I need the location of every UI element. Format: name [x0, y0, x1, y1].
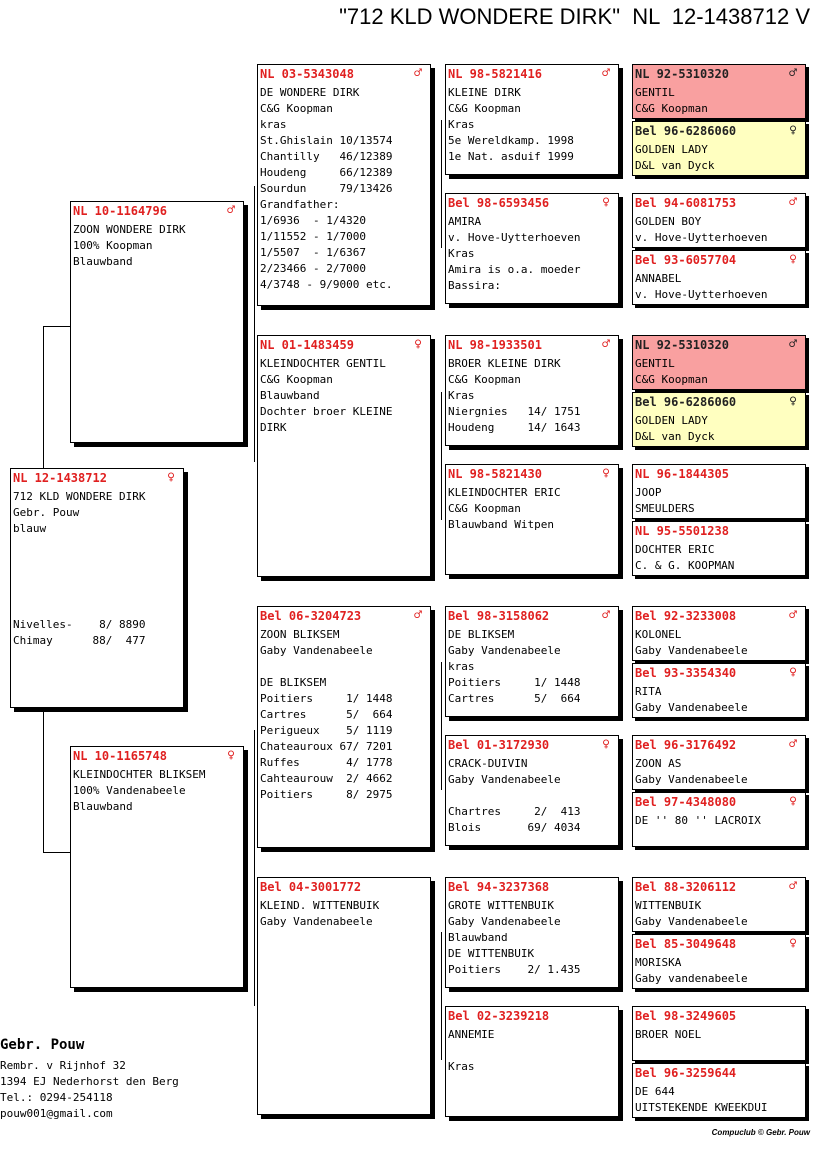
pigeon-line: Blauwband [448, 931, 508, 944]
pigeon-card [445, 877, 619, 988]
pigeon-line: 1/5507 - 1/6367 [260, 246, 366, 259]
ring-number: NL 03-5343048 [260, 67, 354, 81]
ring-number: Bel 04-3001772 [260, 880, 362, 894]
pigeon-name: DOCHTER ERIC [635, 543, 715, 556]
pigeon-card [632, 663, 806, 718]
pigeon-line: Chimay 88/ 477 [13, 634, 146, 647]
pigeon-name: GENTIL [635, 357, 675, 370]
pigeon-line: Kras [448, 247, 475, 260]
pigeon-line: C. & G. KOOPMAN [635, 559, 735, 572]
ring-number: Bel 96-6286060 [635, 124, 737, 138]
pigeon-line: Amira is o.a. moeder [448, 263, 581, 276]
pigeon-name: KLEINDOCHTER BLIKSEM [73, 768, 206, 781]
pigeon-name: ANNEMIE [448, 1028, 495, 1041]
ring-number: NL 92-5310320 [635, 67, 729, 81]
ring-number: Bel 92-3233008 [635, 609, 737, 623]
pigeon-line: C&G Koopman [635, 373, 708, 386]
pigeon-line: Gaby Vandenabeele [635, 644, 748, 657]
pigeon-line: Gaby Vandenabeele [448, 773, 561, 786]
pigeon-line: Sourdun 79/13426 [260, 182, 393, 195]
pigeon-card [632, 64, 806, 119]
pigeon-name: GROTE WITTENBUIK [448, 899, 554, 912]
pigeon-line: Blauwband [73, 800, 133, 813]
pigeon-line: Perigueux 5/ 1119 [260, 724, 393, 737]
ring-number: Bel 98-6593456 [448, 196, 550, 210]
pigeon-name: ZOON AS [635, 757, 682, 770]
pigeon-line: 100% Koopman [73, 239, 153, 252]
female-icon: ♀ [227, 748, 235, 763]
male-icon: ♂ [602, 608, 610, 623]
pigeon-line: Gebr. Pouw [13, 506, 80, 519]
pigeon-line: kras [260, 118, 287, 131]
pigeon-line: Gaby Vandenabeele [260, 644, 373, 657]
pigeon-card [632, 121, 806, 176]
pigeon-line: C&G Koopman [448, 502, 521, 515]
pigeon-card [632, 193, 806, 248]
ring-number: Bel 01-3172930 [448, 738, 550, 752]
male-icon: ♂ [789, 879, 797, 894]
pigeon-name: WITTENBUIK [635, 899, 702, 912]
pigeon-card [445, 735, 619, 846]
footer-credit: Compuclub © Gebr. Pouw [711, 1128, 810, 1137]
pigeon-line: C&G Koopman [260, 102, 333, 115]
ring-number: NL 98-5821416 [448, 67, 542, 81]
pigeon-line: Gaby Vandenabeele [448, 915, 561, 928]
ring-number: NL 10-1165748 [73, 749, 167, 763]
pigeon-name: GOLDEN LADY [635, 143, 708, 156]
pigeon-line: Ruffes 4/ 1778 [260, 756, 393, 769]
owner-name: Gebr. Pouw [0, 1037, 85, 1053]
pigeon-line: v. Hove-Uytterhoeven [448, 231, 581, 244]
pigeon-name: KLEINDOCHTER ERIC [448, 486, 561, 499]
ring-number: Bel 85-3049648 [635, 937, 737, 951]
pigeon-line: C&G Koopman [448, 373, 521, 386]
pigeon-line: Kras [448, 1060, 475, 1073]
pigeon-line: Grandfather: [260, 198, 340, 211]
pigeon-name: KLEIND. WITTENBUIK [260, 899, 380, 912]
connector-line [441, 120, 442, 248]
pigeon-line: 1/11552 - 1/7000 [260, 230, 366, 243]
ring-number: NL 12-1438712 [13, 471, 107, 485]
male-icon: ♂ [227, 203, 235, 218]
pigeon-line: Chantilly 46/12389 [260, 150, 393, 163]
owner-address: Rembr. v Rijnhof 32 [0, 1059, 126, 1072]
pigeon-line: 1/6936 - 1/4320 [260, 214, 366, 227]
connector-line [43, 852, 70, 853]
owner-city: 1394 EJ Nederhorst den Berg [0, 1075, 179, 1088]
pigeon-card [445, 464, 619, 575]
ring-number: Bel 97-4348080 [635, 795, 737, 809]
pigeon-line: DE WITTENBUIK [448, 947, 535, 960]
pigeon-line: Blauwband [260, 389, 320, 402]
female-icon: ♀ [789, 794, 797, 809]
pigeon-card [70, 201, 244, 443]
pigeon-name: AMIRA [448, 215, 482, 228]
ring-number: NL 98-1933501 [448, 338, 542, 352]
pigeon-name: DE WONDERE DIRK [260, 86, 360, 99]
ring-number: NL 98-5821430 [448, 467, 542, 481]
pigeon-name: KLEINE DIRK [448, 86, 521, 99]
female-icon: ♀ [602, 195, 610, 210]
female-icon: ♀ [414, 337, 422, 352]
female-icon: ♀ [789, 252, 797, 267]
male-icon: ♂ [789, 66, 797, 81]
pigeon-line: Poitiers 1/ 1448 [260, 692, 393, 705]
pigeon-card [632, 877, 806, 932]
male-icon: ♂ [602, 337, 610, 352]
pigeon-line: Blauwband [73, 255, 133, 268]
pigeon-card [445, 64, 619, 175]
pigeon-name: BROER NOEL [635, 1028, 702, 1041]
pigeon-line: 100% Vandenabeele [73, 784, 186, 797]
pigeon-card [632, 735, 806, 790]
ring-number: NL 96-1844305 [635, 467, 729, 481]
female-icon: ♀ [789, 123, 797, 138]
pigeon-line: Cartres 5/ 664 [260, 708, 393, 721]
pigeon-line: Niergnies 14/ 1751 [448, 405, 581, 418]
pigeon-line: Blauwband Witpen [448, 518, 554, 531]
pigeon-name: CRACK-DUIVIN [448, 757, 528, 770]
owner-phone: Tel.: 0294-254118 [0, 1091, 113, 1104]
ring-number: Bel 94-3237368 [448, 880, 550, 894]
male-icon: ♂ [414, 608, 422, 623]
pigeon-line: Gaby Vandenabeele [635, 915, 748, 928]
ring-number: Bel 98-3249605 [635, 1009, 737, 1023]
pigeon-line: Nivelles- 8/ 8890 [13, 618, 146, 631]
male-icon: ♂ [789, 608, 797, 623]
owner-info [0, 1036, 179, 1122]
pigeon-line: Blois 69/ 4034 [448, 821, 581, 834]
ring-number: Bel 98-3158062 [448, 609, 550, 623]
pigeon-line: v. Hove-Uytterhoeven [635, 231, 768, 244]
pigeon-line: C&G Koopman [448, 102, 521, 115]
ring-number: Bel 94-6081753 [635, 196, 737, 210]
pigeon-name: DE '' 80 '' LACROIX [635, 814, 761, 827]
connector-line [441, 662, 442, 790]
male-icon: ♂ [789, 737, 797, 752]
pigeon-card [632, 1063, 806, 1118]
pigeon-line: Gaby Vandenabeele [448, 644, 561, 657]
pigeon-line: St.Ghislain 10/13574 [260, 134, 393, 147]
ring-number: NL 10-1164796 [73, 204, 167, 218]
pigeon-card [632, 934, 806, 989]
ring-number: NL 01-1483459 [260, 338, 354, 352]
male-icon: ♂ [414, 66, 422, 81]
pigeon-line: DE BLIKSEM [260, 676, 327, 689]
pigeon-line: Poitiers 8/ 2975 [260, 788, 393, 801]
pigeon-card [445, 606, 619, 717]
pigeon-name: ZOON BLIKSEM [260, 628, 340, 641]
pigeon-line: Chateauroux 67/ 7201 [260, 740, 393, 753]
owner-email: pouw001@gmail.com [0, 1107, 113, 1120]
male-icon: ♂ [789, 337, 797, 352]
connector-line [441, 392, 442, 520]
pigeon-card [257, 64, 431, 306]
pigeon-card [632, 464, 806, 519]
female-icon: ♀ [602, 737, 610, 752]
ring-number: NL 95-5501238 [635, 524, 729, 538]
pigeon-line: Gaby Vandenabeele [260, 915, 373, 928]
pigeon-line: kras [448, 660, 475, 673]
pigeon-line: v. Hove-Uytterhoeven [635, 288, 768, 301]
pigeon-card [632, 792, 806, 847]
ring-number: Bel 02-3239218 [448, 1009, 550, 1023]
female-icon: ♀ [789, 665, 797, 680]
ring-number: Bel 93-6057704 [635, 253, 737, 267]
pigeon-line: Cartres 5/ 664 [448, 692, 581, 705]
ring-number: Bel 96-3176492 [635, 738, 737, 752]
pigeon-line: SMEULDERS [635, 502, 695, 515]
pigeon-line: Kras [448, 389, 475, 402]
male-icon: ♂ [789, 195, 797, 210]
male-icon: ♂ [602, 66, 610, 81]
pigeon-card [632, 250, 806, 305]
pigeon-line: 2/23466 - 2/7000 [260, 262, 366, 275]
pigeon-card [632, 606, 806, 661]
pigeon-card [445, 335, 619, 446]
pigeon-line: Poitiers 1/ 1448 [448, 676, 581, 689]
connector-line [254, 730, 255, 1006]
pigeon-line: 5e Wereldkamp. 1998 [448, 134, 574, 147]
pigeon-name: ZOON WONDERE DIRK [73, 223, 186, 236]
pigeon-name: 712 KLD WONDERE DIRK [13, 490, 146, 503]
ring-number: Bel 96-3259644 [635, 1066, 737, 1080]
pigeon-line: 4/3748 - 9/9000 etc. [260, 278, 393, 291]
ring-number: NL 92-5310320 [635, 338, 729, 352]
pigeon-card [632, 392, 806, 447]
pigeon-line: Houdeng 14/ 1643 [448, 421, 581, 434]
pigeon-line: Chartres 2/ 413 [448, 805, 581, 818]
female-icon: ♀ [789, 394, 797, 409]
pigeon-name: RITA [635, 685, 662, 698]
pedigree-title: "712 KLD WONDERE DIRK" NL 12-1438712 V [339, 4, 810, 29]
pigeon-name: MORISKA [635, 956, 682, 969]
connector-line [441, 932, 442, 1060]
pigeon-line: C&G Koopman [260, 373, 333, 386]
ring-number: Bel 06-3204723 [260, 609, 362, 623]
pigeon-line: Gaby Vandenabeele [635, 773, 748, 786]
pigeon-line: Dochter broer KLEINE [260, 405, 393, 418]
pigeon-card [632, 335, 806, 390]
pigeon-line: Houdeng 66/12389 [260, 166, 393, 179]
pigeon-line: DIRK [260, 421, 287, 434]
pigeon-line: UITSTEKENDE KWEEKDUI [635, 1101, 768, 1114]
pigeon-name: DE 644 [635, 1085, 675, 1098]
pigeon-name: KOLONEL [635, 628, 682, 641]
pigeon-card [632, 1006, 806, 1061]
pigeon-name: DE BLIKSEM [448, 628, 515, 641]
pigeon-card [70, 746, 244, 988]
pigeon-card [257, 877, 431, 1115]
pigeon-card [632, 521, 806, 576]
pigeon-card [445, 1006, 619, 1117]
pigeon-card [257, 335, 431, 577]
female-icon: ♀ [789, 936, 797, 951]
ring-number: Bel 96-6286060 [635, 395, 737, 409]
pigeon-line: Cahteaurouw 2/ 4662 [260, 772, 393, 785]
pigeon-line: Gaby vandenabeele [635, 972, 748, 985]
pigeon-name: GOLDEN LADY [635, 414, 708, 427]
pigeon-name: BROER KLEINE DIRK [448, 357, 561, 370]
pigeon-name: GENTIL [635, 86, 675, 99]
pigeon-card [257, 606, 431, 848]
pigeon-name: KLEINDOCHTER GENTIL [260, 357, 386, 370]
pigeon-line: D&L van Dyck [635, 430, 715, 443]
pigeon-line: Kras [448, 118, 475, 131]
ring-number: Bel 93-3354340 [635, 666, 737, 680]
pigeon-name: JOOP [635, 486, 662, 499]
pigeon-line: C&G Koopman [635, 102, 708, 115]
pigeon-line: Gaby Vandenabeele [635, 701, 748, 714]
pigeon-card [445, 193, 619, 304]
pigeon-line: blauw [13, 522, 47, 535]
female-icon: ♀ [167, 470, 175, 485]
pigeon-line: 1e Nat. asduif 1999 [448, 150, 574, 163]
pigeon-card [10, 468, 184, 708]
connector-line [43, 326, 70, 327]
female-icon: ♀ [602, 466, 610, 481]
connector-line [254, 186, 255, 462]
pigeon-line: Bassira: [448, 279, 501, 292]
pigeon-line: D&L van Dyck [635, 159, 715, 172]
pigeon-name: GOLDEN BOY [635, 215, 702, 228]
ring-number: Bel 88-3206112 [635, 880, 737, 894]
pigeon-name: ANNABEL [635, 272, 682, 285]
pigeon-line: Poitiers 2/ 1.435 [448, 963, 581, 976]
